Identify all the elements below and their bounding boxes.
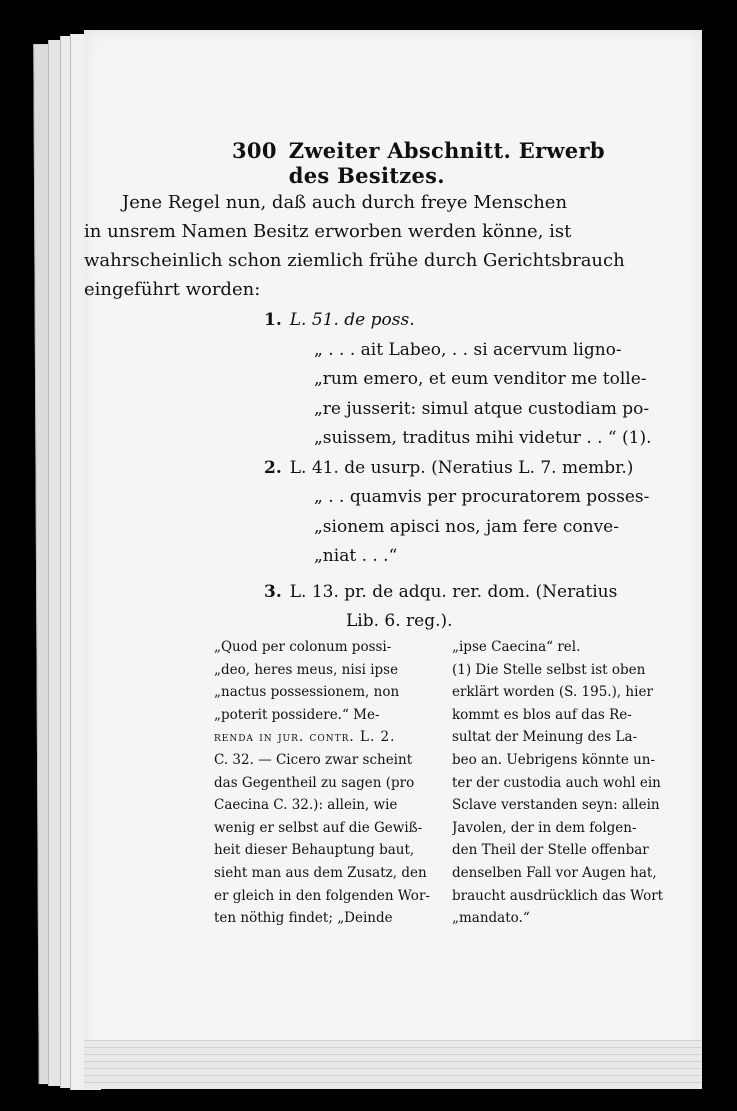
citation-reference: L. 13. pr. de adqu. rer. dom. (Neratius (289, 581, 618, 602)
paragraph-line: eingeführt worden: (84, 279, 261, 300)
citation-number: 3. (264, 581, 282, 602)
footnote-column-left (214, 636, 432, 930)
footnote-line: „ipse Caecina“ rel. (452, 639, 581, 655)
footnotes (214, 636, 670, 930)
footnote-line: Javolen, der in dem folgen- (452, 819, 637, 836)
footnote-line: sieht man aus dem Zusatz, den (214, 864, 427, 881)
footnote-line: braucht ausdrücklich das Wort (452, 887, 664, 904)
citation-quote (314, 336, 674, 454)
footnote-line: kommt es blos auf das Re- (452, 706, 632, 723)
footnote-line: er gleich in den folgenden Wor- (214, 887, 430, 904)
footnote-line: „deo, heres meus, nisi ipse (214, 661, 399, 678)
paragraph-line: Jene Regel nun, daß auch durch freye Menschen (122, 192, 568, 213)
citation-reference: L. 41. de usurp. (Neratius L. 7. membr.) (289, 457, 634, 478)
footnote-column-right (452, 636, 670, 930)
quote-line: „suissem, traditus mihi videtur . . “ (1). (314, 428, 652, 448)
footnote-line: C. 32. — Cicero zwar scheint (214, 751, 413, 768)
quote-line: „re jusserit: simul atque custodiam po- (314, 398, 650, 419)
footnote-line: (1) Die Stelle selbst ist oben (452, 661, 646, 678)
citation-1 (264, 306, 674, 454)
quote-line: „niat . . .“ (314, 546, 398, 566)
quote-line: „sionem apisci nos, jam fere conve- (314, 516, 619, 537)
footnote-line: das Gegentheil zu sagen (pro (214, 774, 415, 791)
citation-3 (264, 578, 674, 637)
footnote-line: renda in jur. contr. L. 2. (214, 729, 396, 746)
footnote-line: „nactus possessionem, non (214, 684, 400, 701)
footnote-line: denselben Fall vor Augen hat, (452, 864, 657, 881)
quote-line: „ . . quamvis per procuratorem posses- (314, 487, 650, 507)
paragraph-line: in unsrem Namen Besitz erworben werden könne, ist (84, 221, 572, 242)
intro-paragraph (84, 188, 666, 304)
paragraph-line: wahrscheinlich schon ziemlich frühe durch Gerichtsbrauch (84, 250, 625, 271)
page-number: 300 (232, 138, 277, 163)
quote-line: „rum emero, et eum venditor me tolle- (314, 369, 647, 389)
footnote-line: erklärt worden (S. 195.), hier (452, 684, 653, 701)
page-header-title: Zweiter Abschnitt. Erwerb des Besitzes. (288, 138, 605, 188)
citation-2 (264, 454, 674, 572)
citation-reference-continued: Lib. 6. reg.). (346, 611, 453, 631)
footnote-line: „mandato.“ (452, 910, 530, 927)
citation-number: 2. (264, 457, 282, 478)
footnote-line: Sclave verstanden seyn: allein (452, 797, 660, 814)
footnote-line: wenig er selbst auf die Gewiß- (214, 819, 423, 836)
footnote-line: Caecina C. 32.): allein, wie (214, 797, 398, 814)
footnote-line: „Quod per colonum possi- (214, 639, 392, 655)
footnote-line: heit dieser Behauptung baut, (214, 842, 415, 859)
citation-quote (314, 483, 674, 572)
footnote-line: ten nöthig findet; „Deinde (214, 910, 393, 927)
running-header (150, 138, 670, 188)
footnote-line: sultat der Meinung des La- (452, 729, 638, 746)
footnote-line: „poterit possidere.“ Me- (214, 706, 380, 723)
citation-number: 1. (264, 310, 282, 330)
quote-line: „ . . . ait Labeo, . . si acervum ligno- (314, 339, 622, 360)
footnote-line: den Theil der Stelle offenbar (452, 842, 649, 859)
footnote-line: beo an. Uebrigens könnte un- (452, 751, 656, 768)
page-bottom-edges (84, 1040, 702, 1089)
citation-reference: L. 51. de poss. (289, 310, 415, 330)
footnote-line: ter der custodia auch wohl ein (452, 774, 661, 791)
citation-list (264, 306, 674, 637)
